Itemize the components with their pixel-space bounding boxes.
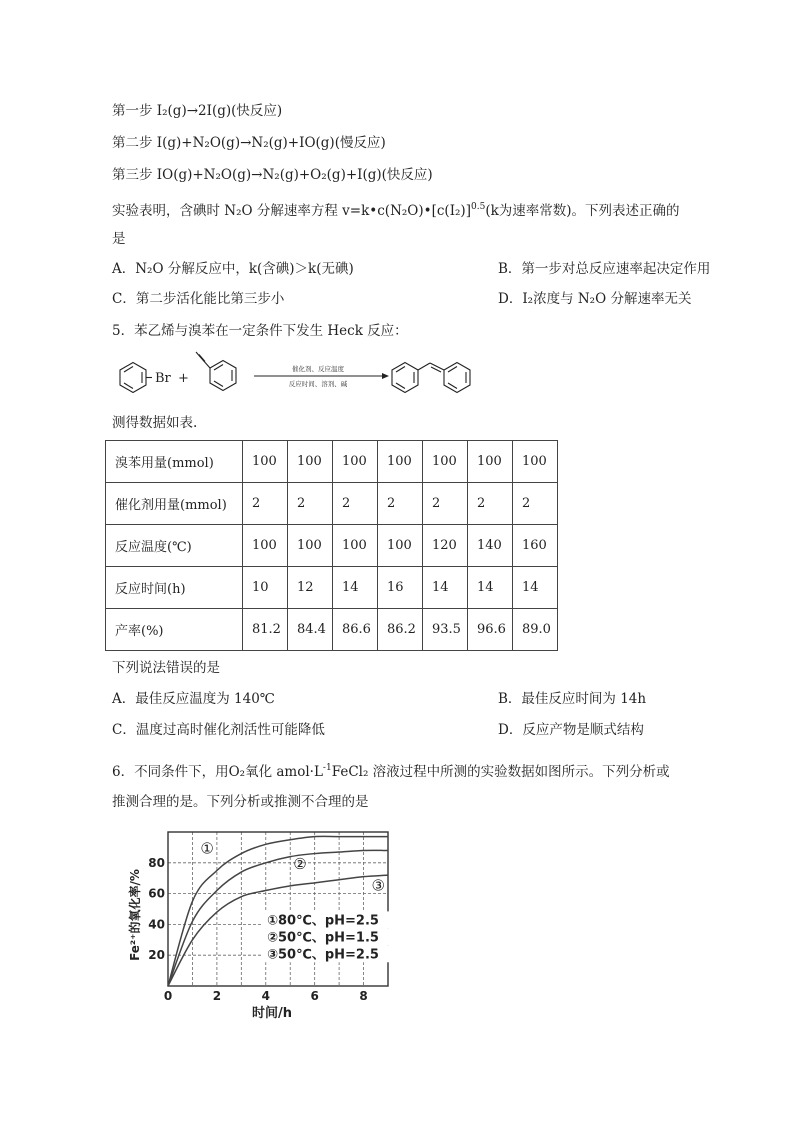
y-tick-label: 80 — [148, 855, 165, 870]
series-marker-2: ② — [293, 854, 307, 873]
q4-step2-note: (慢反应) — [334, 135, 386, 151]
q4-step3 — [112, 165, 433, 185]
table-cell: 96.6 — [468, 609, 513, 651]
series-marker-1: ① — [200, 839, 214, 858]
arrow-top-label: 催化剂、反应温度 — [292, 365, 344, 373]
table-cell: 86.2 — [378, 609, 423, 651]
x-tick-label: 6 — [310, 989, 319, 1003]
table-cell: 100 — [378, 525, 423, 567]
table-cell: 120 — [423, 525, 468, 567]
table-cell: 2 — [333, 483, 378, 525]
y-axis-label: Fe²⁺的氧化率/% — [128, 869, 142, 961]
table-cell: 100 — [423, 441, 468, 483]
q4-options-row1 — [112, 259, 711, 279]
q4-step3-eq: IO(g)+N₂O(g)→N₂(g)+O₂(g)+I(g) — [156, 167, 382, 183]
q5-options-row1 — [112, 689, 647, 709]
q6-stem-o2: O₂ — [228, 764, 246, 780]
arrow-bottom-label: 反应时间、溶剂、碱 — [288, 380, 348, 388]
q4-stem-line2: 是 — [112, 231, 126, 247]
q4-stem-exp: 0.5 — [470, 202, 486, 212]
table-cell: 12 — [288, 567, 333, 609]
x-tick-label: 2 — [212, 989, 222, 1003]
legend-entry-1: ①80℃、pH=2.5 — [267, 913, 379, 929]
q4-step3-note: (快反应) — [381, 167, 433, 183]
q6-stem-line2: 推测合理的是。下列分析或推测不合理的是 — [112, 794, 369, 810]
row-label: 催化剂用量(mmol) — [106, 483, 243, 525]
table-cell: 160 — [513, 525, 558, 567]
table-cell: 2 — [513, 483, 558, 525]
table-row — [106, 483, 558, 525]
table-cell: 2 — [423, 483, 468, 525]
q6-stem-c: FeCl₂ 溶液过程中所测的实验数据如图所示。下列分析或 — [331, 764, 670, 780]
table-cell: 2 — [378, 483, 423, 525]
row-label: 反应时间(h) — [106, 567, 243, 609]
q5-option-a: A．最佳反应温度为 140℃ — [112, 691, 275, 707]
table-cell: 14 — [513, 567, 558, 609]
table-cell: 16 — [378, 567, 423, 609]
table-row — [106, 609, 558, 651]
q4-step3-label: 第三步 — [112, 167, 153, 183]
q6-stem-sup: -1 — [322, 763, 332, 773]
q4-step1-label: 第一步 — [112, 103, 153, 119]
q4-stem-line1 — [112, 197, 680, 221]
table-cell: 84.4 — [288, 609, 333, 651]
q5-table-intro: 测得数据如表. — [112, 415, 198, 431]
q4-step2-eq: I(g)+N₂O(g)→N₂(g)+IO(g) — [156, 135, 335, 151]
table-cell: 14 — [333, 567, 378, 609]
q4-option-d: D．I₂浓度与 N₂O 分解速率无关 — [498, 291, 692, 307]
q4-options-row2 — [112, 289, 692, 309]
table-cell: 100 — [468, 441, 513, 483]
table-row — [106, 441, 558, 483]
q5-options-row2 — [112, 720, 644, 740]
row-label: 溴苯用量(mmol) — [106, 441, 243, 483]
plus-sign: + — [178, 371, 189, 386]
row-label: 反应温度(℃) — [106, 525, 243, 567]
table-row — [106, 525, 558, 567]
q4-option-b: B．第一步对总反应速率起决定作用 — [498, 261, 711, 277]
table-cell: 100 — [288, 441, 333, 483]
table-cell: 100 — [243, 441, 288, 483]
reaction-arrow-head — [382, 373, 389, 379]
q5-option-d: D．反应产物是顺式结构 — [498, 722, 644, 738]
q5-question: 下列说法错误的是 — [112, 660, 220, 676]
q4-step1-note: (快反应) — [231, 103, 283, 119]
q5-stem: 5．苯乙烯与溴苯在一定条件下发生 Heck 反应： — [112, 323, 408, 339]
table-cell: 140 — [468, 525, 513, 567]
table-cell: 14 — [423, 567, 468, 609]
q4-step2 — [112, 133, 386, 153]
table-cell: 100 — [333, 441, 378, 483]
table-row — [106, 567, 558, 609]
table-cell: 100 — [243, 525, 288, 567]
table-cell: 2 — [243, 483, 288, 525]
table-cell: 93.5 — [423, 609, 468, 651]
q4-option-a: A．N₂O 分解反应中，k(含碘)＞k(无碘) — [112, 261, 354, 277]
q6-stem-a: 6．不同条件下，用 — [112, 764, 229, 780]
q4-step1-eq: I₂(g)→2I(g) — [156, 103, 232, 119]
table-cell: 89.0 — [513, 609, 558, 651]
q4-stem-a: 实验表明，含碘时 N₂O 分解速率方程 v=k•c(N₂O)•[c(I₂)] — [112, 203, 471, 219]
q4-option-c: C．第二步活化能比第三步小 — [112, 291, 285, 307]
x-tick-label: 0 — [163, 989, 173, 1003]
y-tick-label: 40 — [148, 917, 165, 932]
series-marker-3: ③ — [371, 876, 385, 895]
q4-step1 — [112, 101, 282, 121]
y-tick-label: 60 — [148, 886, 165, 901]
heck-data-table — [105, 440, 558, 651]
q4-step2-label: 第二步 — [112, 135, 153, 151]
table-cell: 100 — [378, 441, 423, 483]
table-cell: 14 — [468, 567, 513, 609]
oxidation-chart — [128, 820, 410, 1021]
q6-stem-line1 — [112, 758, 670, 782]
table-cell: 2 — [468, 483, 513, 525]
q4-stem-b: (k为速率常数)。下列表述正确的 — [485, 203, 680, 219]
heck-reaction-scheme — [112, 354, 512, 404]
table-cell: 2 — [288, 483, 333, 525]
legend-entry-2: ②50℃、pH=1.5 — [267, 930, 379, 946]
bromo-label: Br — [155, 371, 171, 386]
table-cell: 100 — [288, 525, 333, 567]
row-label: 产率(%) — [106, 609, 243, 651]
y-tick-label: 20 — [148, 948, 165, 963]
q5-option-c: C．温度过高时催化剂活性可能降低 — [112, 722, 325, 738]
table-cell: 86.6 — [333, 609, 378, 651]
x-axis-label: 时间/h — [251, 1006, 293, 1021]
q6-stem-b: 氧化 amol·L — [245, 764, 323, 780]
table-cell: 100 — [333, 525, 378, 567]
table-cell: 81.2 — [243, 609, 288, 651]
legend-entry-3: ③50℃、pH=2.5 — [267, 947, 379, 963]
x-tick-label: 4 — [261, 989, 270, 1003]
table-cell: 100 — [513, 441, 558, 483]
x-tick-label: 8 — [359, 989, 368, 1003]
q5-option-b: B．最佳反应时间为 14h — [498, 691, 647, 707]
table-cell: 10 — [243, 567, 288, 609]
